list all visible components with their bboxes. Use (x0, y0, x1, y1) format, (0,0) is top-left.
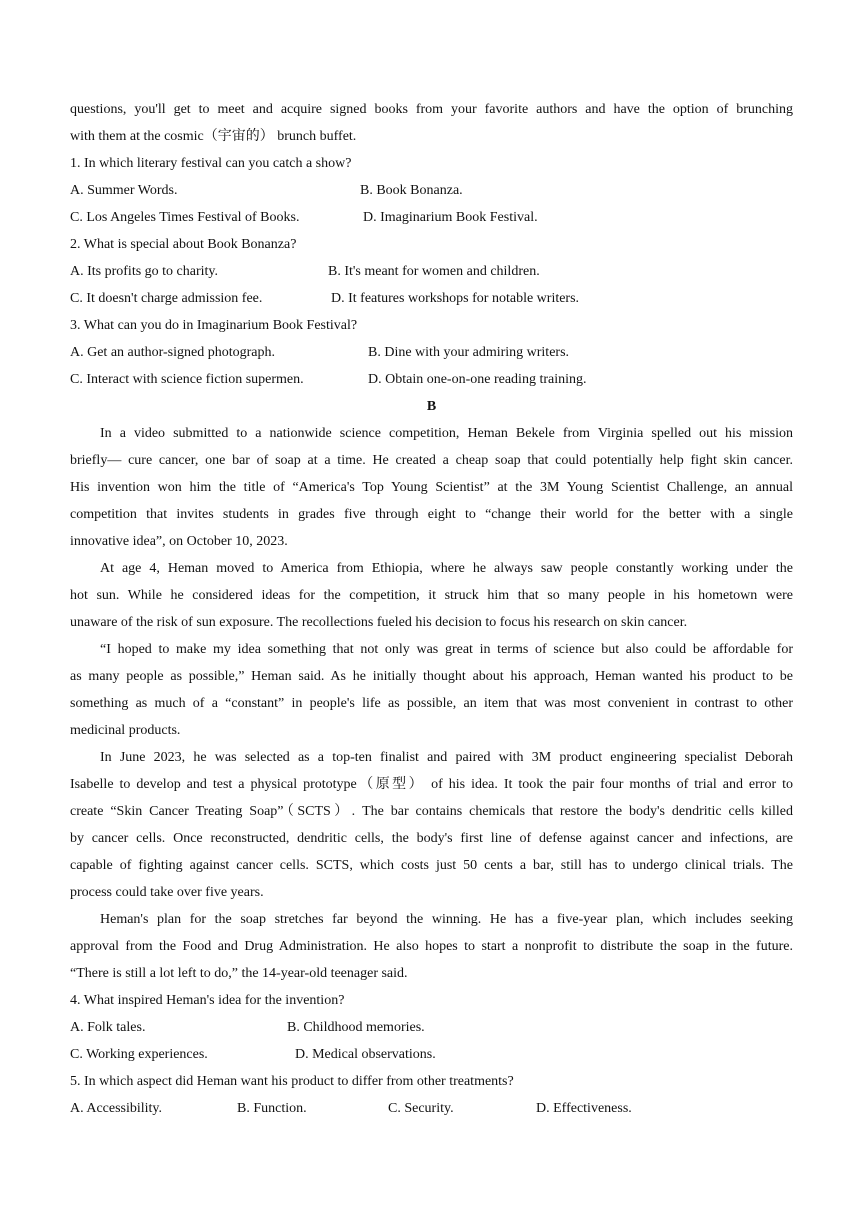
options-row (70, 1014, 793, 1041)
options-row (70, 204, 793, 231)
intro-line: questions, you'll get to meet and acquire signed books from your favorite authors and have the option of brunching (70, 102, 793, 117)
paragraph-line: “I hoped to make my idea something that not only was great in terms of science but also could be affordable for (100, 642, 793, 657)
paragraph-line: “There is still a lot left to do,” the 14-year-old teenager said. (70, 966, 408, 981)
options-row (70, 1041, 793, 1068)
paragraph-line: competition that invites students in grades five through eight to “change their world for the better with a single (70, 507, 793, 522)
paragraph-line: something as much of a “constant” in people's life as possible, an item that was most convenient in contrast to other (70, 696, 793, 711)
paragraph-line: briefly— cure cancer, one bar of soap at a time. He created a cheap soap that could potentially help fight skin cancer. (70, 453, 793, 468)
document-page (70, 96, 793, 1122)
paragraph-line: unaware of the risk of sun exposure. The recollections fueled his decision to focus his research on skin cancer. (70, 615, 688, 630)
option-5d: D. Effectiveness. (536, 1101, 632, 1116)
option-3b: B. Dine with your admiring writers. (368, 345, 570, 360)
paragraph-line: medicinal products. (70, 723, 181, 738)
question-4: 4. What inspired Heman's idea for the invention? (70, 993, 345, 1008)
option-1d: D. Imaginarium Book Festival. (363, 210, 538, 225)
question-3: 3. What can you do in Imaginarium Book Festival? (70, 318, 358, 333)
paragraph-line: approval from the Food and Drug Administration. He also hopes to start a nonprofit to distribute the soap in the future. (70, 939, 793, 954)
section-heading: B (426, 399, 437, 414)
paragraph-line: In June 2023, he was selected as a top-ten finalist and paired with 3M product engineering specialist Deborah (100, 750, 793, 765)
paragraph-line: create “Skin Cancer Treating Soap”（SCTS）. The bar contains chemicals that restore the body's dendritic cells killed (70, 804, 793, 819)
options-row (70, 366, 793, 393)
paragraph-line: innovative idea”, on October 10, 2023. (70, 534, 288, 549)
option-4a: A. Folk tales. (70, 1020, 146, 1035)
option-3a: A. Get an author-signed photograph. (70, 345, 276, 360)
option-2c: C. It doesn't charge admission fee. (70, 291, 263, 306)
paragraph-line: hot sun. While he considered ideas for the competition, it struck him that so many people in his hometown were (70, 588, 793, 603)
option-1a: A. Summer Words. (70, 183, 178, 198)
paragraph-line: Heman's plan for the soap stretches far beyond the winning. He has a five-year plan, which includes seeking (100, 912, 793, 927)
options-row (70, 177, 793, 204)
options-row (70, 1095, 793, 1122)
paragraph-line: At age 4, Heman moved to America from Ethiopia, where he always saw people constantly working under the (100, 561, 793, 576)
paragraph-line: In a video submitted to a nationwide science competition, Heman Bekele from Virginia spelled out his mission (100, 426, 793, 441)
options-row (70, 285, 793, 312)
paragraph-line: His invention won him the title of “America's Top Young Scientist” at the 3M Young Scientist Challenge, an annual (70, 480, 793, 495)
option-2a: A. Its profits go to charity. (70, 264, 219, 279)
options-row (70, 339, 793, 366)
question-1: 1. In which literary festival can you catch a show? (70, 156, 352, 171)
option-4b: B. Childhood memories. (287, 1020, 425, 1035)
option-3d: D. Obtain one-on-one reading training. (368, 372, 587, 387)
options-row (70, 258, 793, 285)
question-2: 2. What is special about Book Bonanza? (70, 237, 297, 252)
option-1c: C. Los Angeles Times Festival of Books. (70, 210, 300, 225)
option-4d: D. Medical observations. (295, 1047, 436, 1062)
paragraph-line: Isabelle to develop and test a physical prototype（原型） of his idea. It took the pair four months of trial and error to (70, 777, 793, 792)
option-3c: C. Interact with science fiction supermen. (70, 372, 304, 387)
paragraph-line: as many people as possible,” Heman said. As he initially thought about his approach, Heman wanted his product to be (70, 669, 793, 684)
paragraph-line: process could take over five years. (70, 885, 264, 900)
option-5a: A. Accessibility. (70, 1101, 163, 1116)
option-2b: B. It's meant for women and children. (328, 264, 540, 279)
question-5: 5. In which aspect did Heman want his product to differ from other treatments? (70, 1074, 514, 1089)
intro-line: with them at the cosmic（宇宙的） brunch buffet. (70, 129, 357, 144)
paragraph-line: by cancer cells. Once reconstructed, dendritic cells, the body's first line of defense against cancer and infections, are (70, 831, 793, 846)
option-4c: C. Working experiences. (70, 1047, 208, 1062)
option-5b: B. Function. (237, 1101, 307, 1116)
option-2d: D. It features workshops for notable writers. (331, 291, 580, 306)
option-5c: C. Security. (388, 1101, 454, 1116)
option-1b: B. Book Bonanza. (360, 183, 463, 198)
paragraph-line: capable of fighting against cancer cells. SCTS, which costs just 50 cents a bar, still has to undergo clinical trials. The (70, 858, 793, 873)
